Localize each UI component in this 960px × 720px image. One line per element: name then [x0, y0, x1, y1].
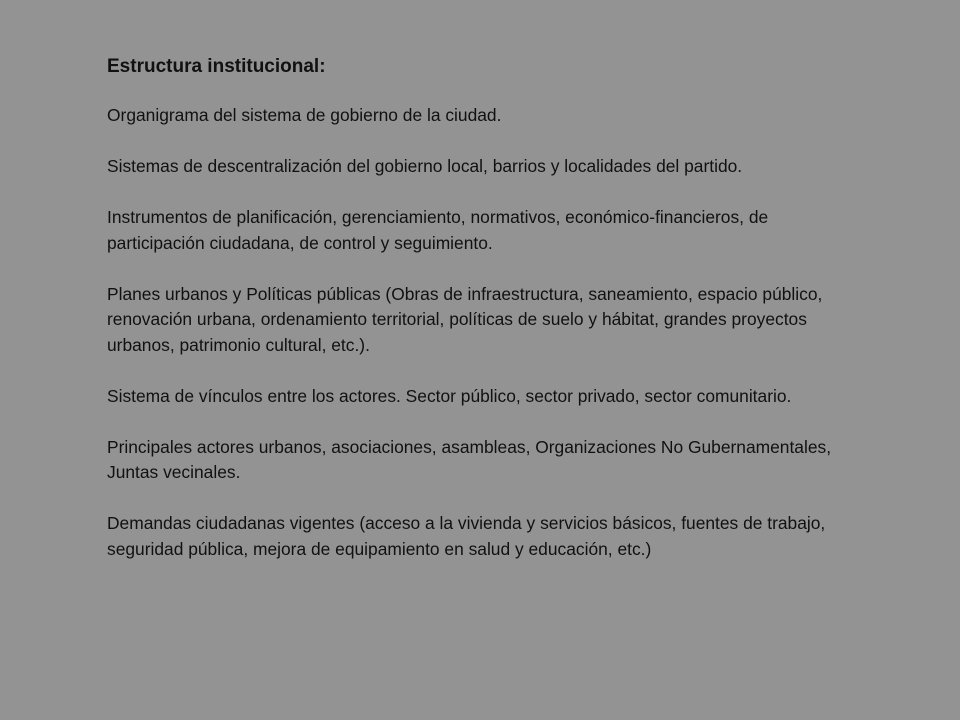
paragraph-planes-urbanos: Planes urbanos y Políticas públicas (Obras de infraestructura, saneamiento, espacio público, renovación urbana, ordenamiento territorial, políticas de suelo y hábitat, grandes proyectos urbanos, patrimonio cultural, etc.). [107, 283, 823, 355]
paragraph-organigrama: Organigrama del sistema de gobierno de la ciudad. [107, 105, 502, 125]
paragraph-vinculos: Sistema de vínculos entre los actores. Sector público, sector privado, sector comunitario. [107, 385, 792, 406]
paragraph-descentralizacion: Sistemas de descentralización del gobierno local, barrios y localidades del partido. [107, 156, 743, 176]
paragraph-instrumentos: Instrumentos de planificación, gerenciamiento, normativos, económico-financieros, de participación ciudadana, de control y seguimiento. [107, 207, 769, 253]
paragraph-actores: Principales actores urbanos, asociaciones, asambleas, Organizaciones No Gubernamentales, Juntas vecinales. [107, 436, 832, 482]
slide-title: Estructura institucional: [107, 56, 326, 77]
slide-content [107, 55, 847, 562]
paragraph-demandas: Demandas ciudadanas vigentes (acceso a la vivienda y servicios básicos, fuentes de trabajo, seguridad pública, mejora de equipamiento en salud y educación, etc.) [107, 513, 826, 559]
